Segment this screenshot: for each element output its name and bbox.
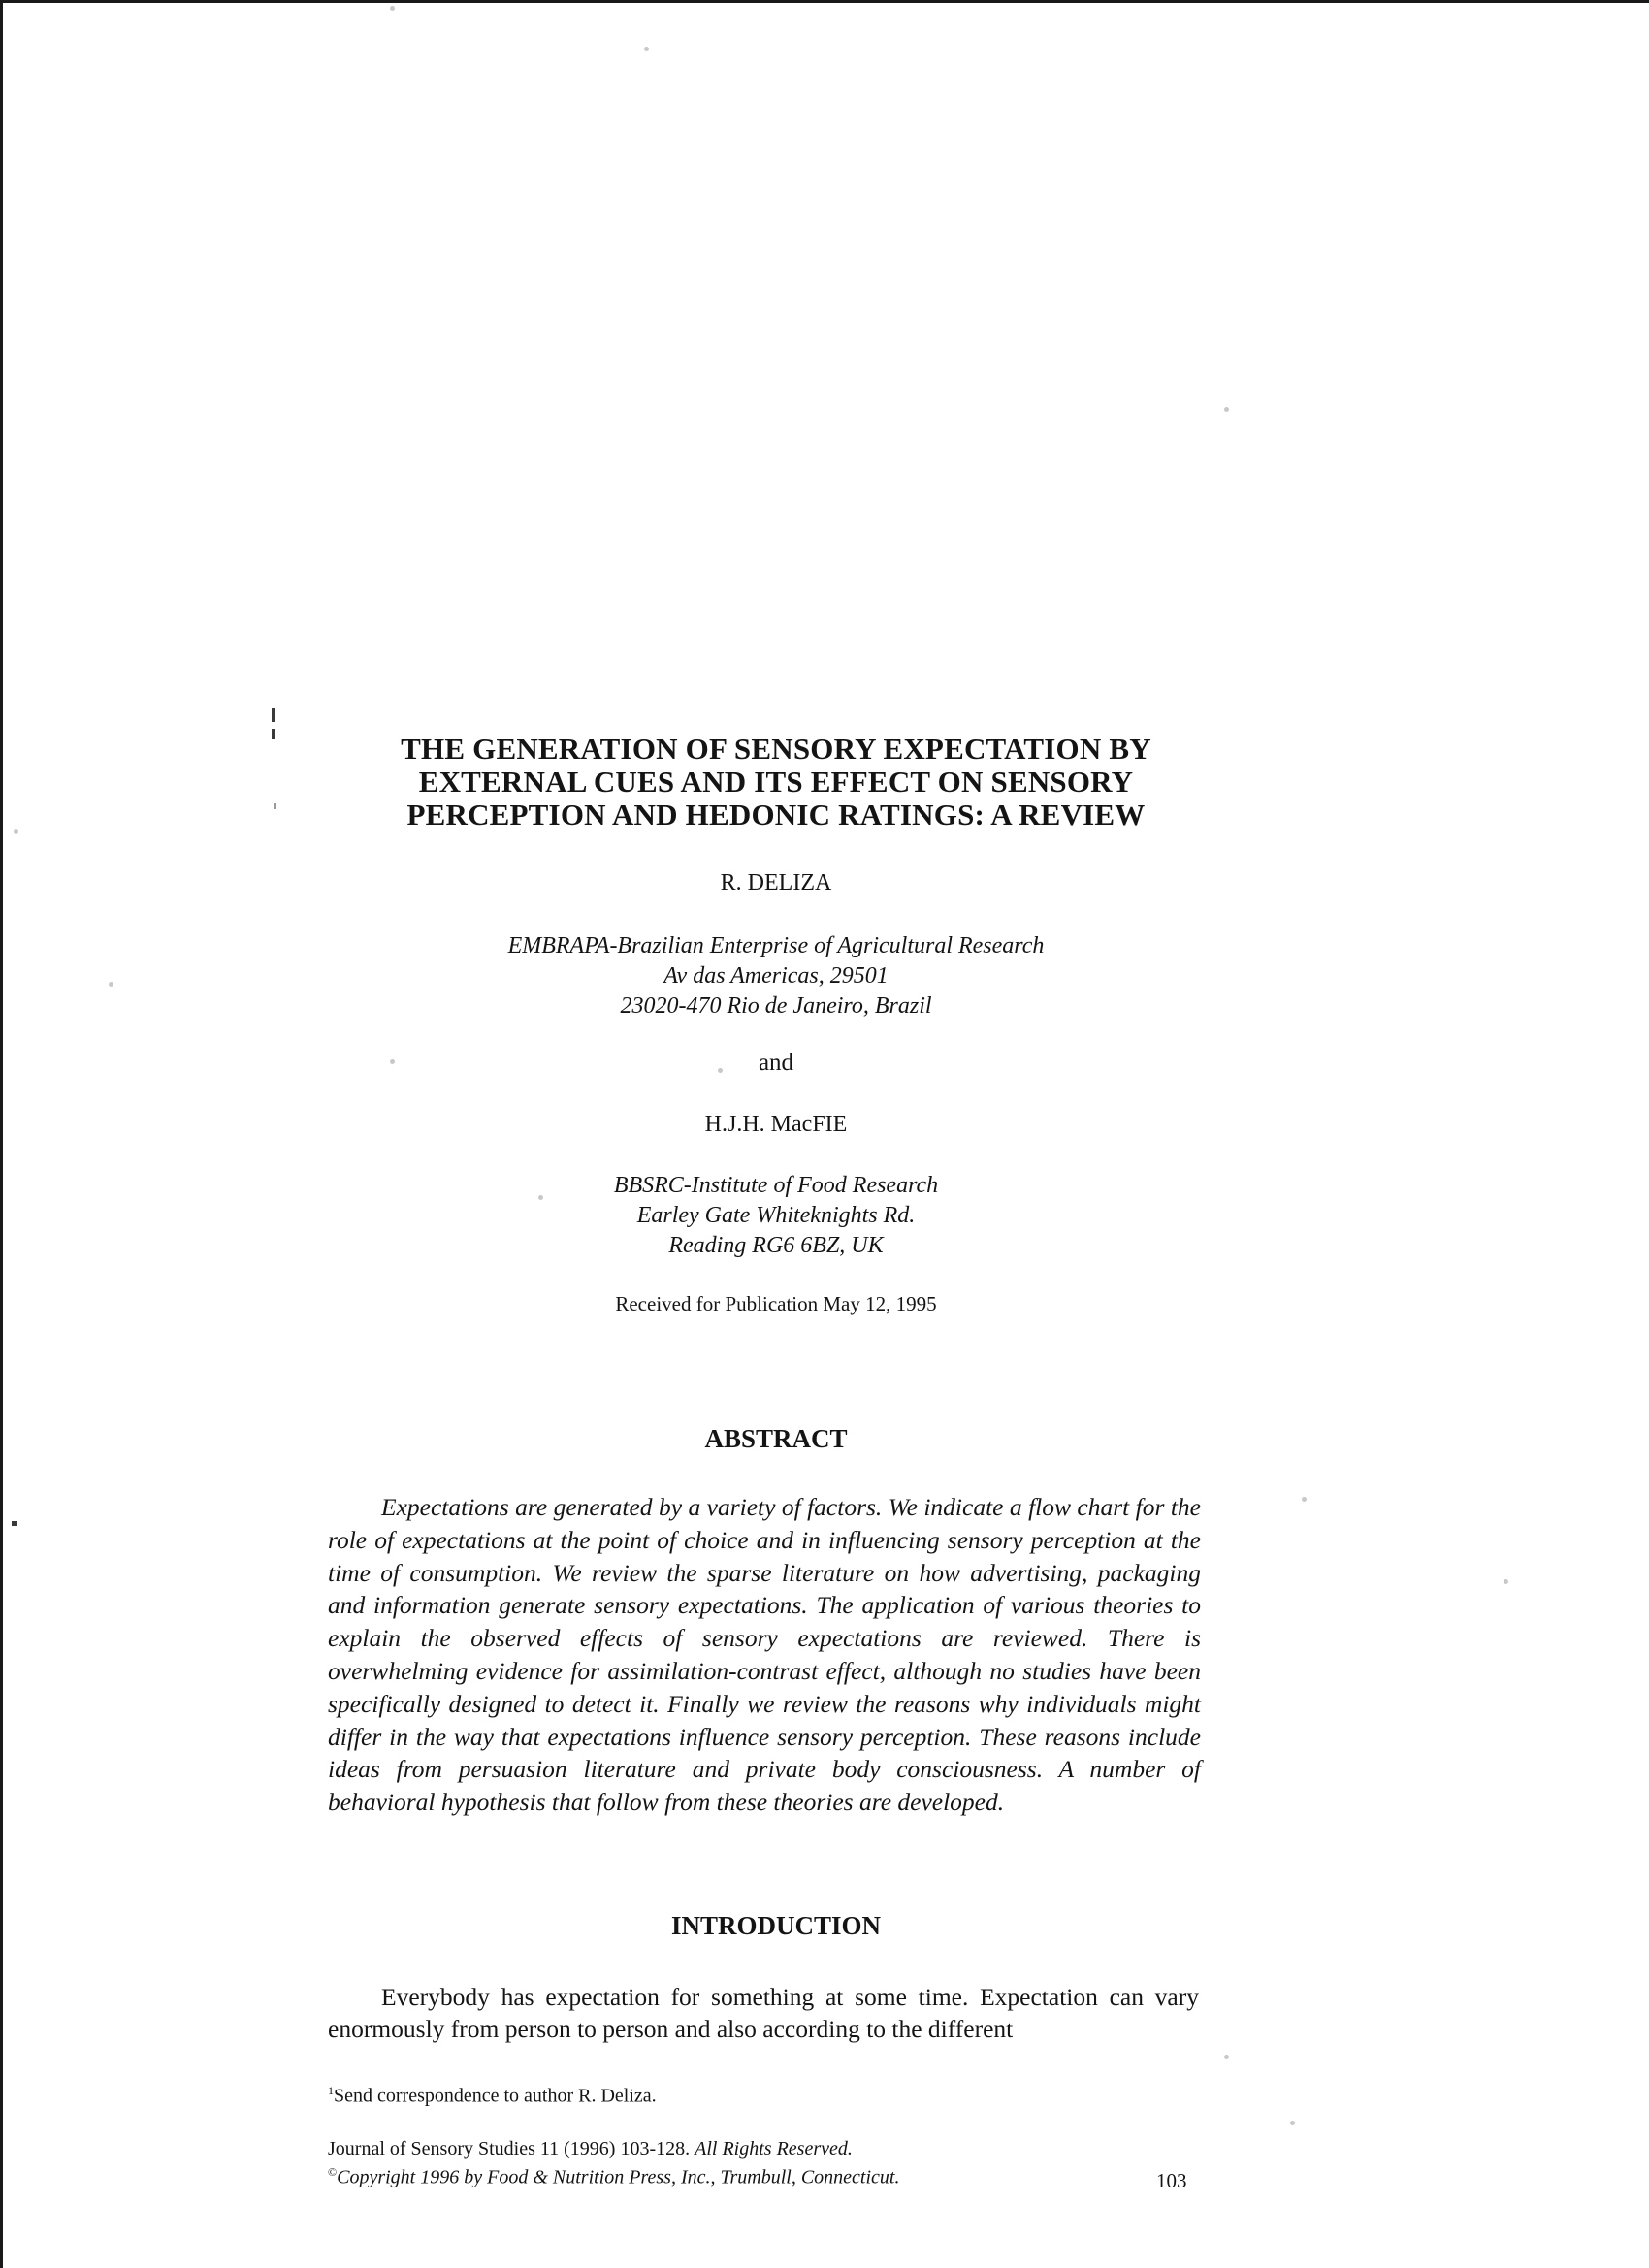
- footnote-marker: 1: [328, 2084, 334, 2097]
- abstract-body: Expectations are generated by a variety of factors. We indicate a flow chart for the role of expectations at the point of choice and in influencing sensory perception at the time of consumption. We review the sparse literature on how advertising, packaging and information generate sensory expectations. The application of various theories to explain the observed effects of sensory expectations are reviewed. There is overwhelming evidence for assimilation-contrast effect, although no studies have been specifically designed to detect it. Finally we review the reasons why individuals might differ in the way that expectations influence sensory perception. These reasons include ideas from persuasion literature and private body consciousness. A number of behavioral hypothesis that follow from these theories are developed.: [328, 1493, 1201, 1817]
- affiliation-line: Earley Gate Whiteknights Rd.: [636, 1203, 916, 1228]
- copyright-text: Copyright 1996 by Food & Nutrition Press, Inc., Trumbull, Connecticut.: [337, 2166, 900, 2188]
- scan-speck: [390, 6, 395, 11]
- scan-speck: [1224, 407, 1229, 412]
- paper-title: [291, 732, 1261, 831]
- introduction-body: Everybody has expectation for something at some time. Expectation can vary enormously from person to person and also according to the different: [328, 1983, 1199, 2043]
- author-affiliation: [291, 1171, 1261, 1261]
- page-number: 103: [1156, 2169, 1187, 2192]
- scan-mark: [274, 803, 276, 809]
- abstract-heading: ABSTRACT: [704, 1424, 848, 1453]
- scan-speck: [644, 47, 649, 51]
- author-affiliation: [291, 931, 1261, 1021]
- affiliation-line: EMBRAPA-Brazilian Enterprise of Agricultural Research: [507, 933, 1045, 958]
- rights-text: All Rights Reserved.: [695, 2138, 853, 2159]
- title-line: EXTERNAL CUES AND ITS EFFECT ON SENSORY: [418, 764, 1134, 798]
- scan-speck: [1302, 1497, 1307, 1502]
- affiliation-line: Reading RG6 6BZ, UK: [668, 1233, 884, 1258]
- footnote-text: Send correspondence to author R. Deliza.: [334, 2085, 657, 2107]
- scan-mark: [272, 729, 275, 739]
- affiliation-line: Av das Americas, 29501: [663, 963, 889, 988]
- scan-speck: [14, 829, 18, 834]
- scan-edge-left: [0, 0, 3, 2268]
- scan-mark: [272, 708, 275, 722]
- copyright-notice: [328, 2165, 899, 2189]
- correspondence-footnote: [328, 2084, 657, 2108]
- introduction-heading: INTRODUCTION: [670, 1911, 882, 1940]
- copyright-symbol: ©: [328, 2165, 338, 2179]
- scan-speck: [1290, 2121, 1295, 2125]
- received-date: Received for Publication May 12, 1995: [615, 1292, 937, 1315]
- affiliation-line: BBSRC-Institute of Food Research: [613, 1173, 939, 1198]
- journal-citation: [328, 2138, 853, 2160]
- author-name: R. DELIZA: [720, 870, 832, 895]
- affiliation-line: 23020-470 Rio de Janeiro, Brazil: [620, 993, 932, 1019]
- title-line: THE GENERATION OF SENSORY EXPECTATION BY: [401, 731, 1151, 765]
- author-name: H.J.H. MacFIE: [704, 1112, 848, 1137]
- scan-edge-top: [0, 0, 1649, 3]
- scan-speck: [1224, 2055, 1229, 2059]
- title-line: PERCEPTION AND HEDONIC RATINGS: A REVIEW: [406, 797, 1146, 831]
- scan-mark: [12, 1521, 17, 1526]
- author-conjunction: and: [758, 1050, 794, 1076]
- scan-speck: [1504, 1579, 1508, 1584]
- citation-text: Journal of Sensory Studies 11 (1996) 103-128.: [328, 2138, 691, 2159]
- scan-speck: [109, 982, 113, 987]
